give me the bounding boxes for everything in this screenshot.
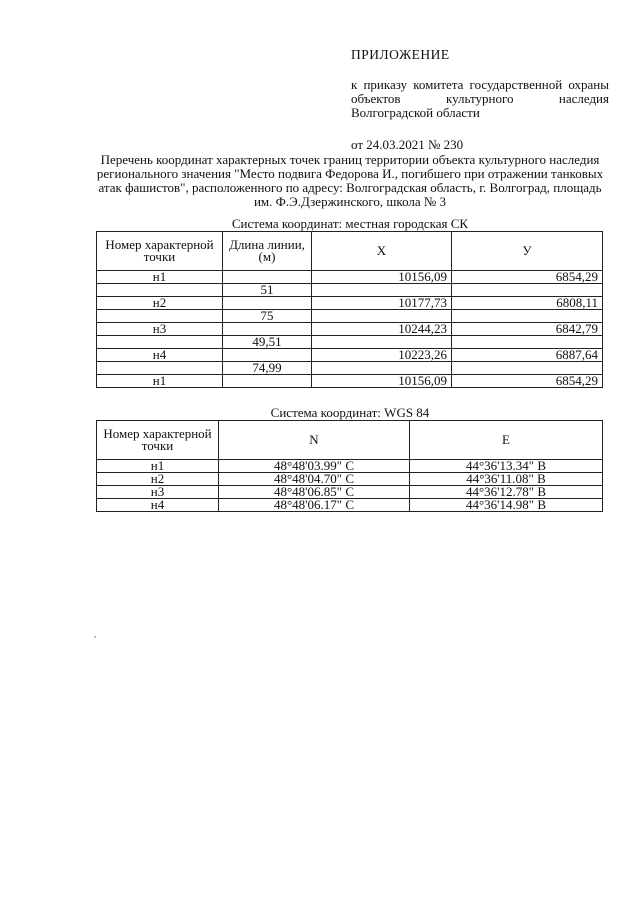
point-y: 6842,79	[452, 323, 603, 336]
table-row	[97, 349, 603, 362]
point-x: 10156,09	[312, 271, 452, 284]
point-longitude: 44°36'13.34" В	[410, 460, 603, 473]
table-header-row	[97, 232, 603, 271]
table-row	[97, 310, 603, 323]
table-header-row	[97, 421, 603, 460]
table-row	[97, 323, 603, 336]
point-latitude: 48°48'06.17" С	[219, 499, 410, 512]
point-name: н4	[97, 349, 223, 362]
point-name: н3	[97, 486, 219, 499]
header-point-number: Номер характерной точки	[97, 232, 223, 271]
point-x: 10244,23	[312, 323, 452, 336]
point-latitude: 48°48'06.85" С	[219, 486, 410, 499]
document-title: Перечень координат характерных точек границ территории объекта культурного наследия регионального значения "Место подвига Федорова И., погибшего при отражении танковых атак фашистов", расположенного по адресу: Волгоградская область, г. Волгоград, площадь им. Ф.Э.Дзержинского, школа № 3	[96, 152, 604, 209]
line-length: 49,51	[223, 336, 312, 349]
scan-speck	[94, 636, 96, 638]
point-y: 6854,29	[452, 271, 603, 284]
table2-caption: Система координат: WGS 84	[270, 405, 430, 420]
point-longitude: 44°36'12.78" В	[410, 486, 603, 499]
line-length: 74,99	[223, 362, 312, 375]
point-name: н4	[97, 499, 219, 512]
point-latitude: 48°48'03.99" С	[219, 460, 410, 473]
point-y: 6854,29	[452, 375, 603, 388]
point-name: н2	[97, 473, 219, 486]
point-name: н1	[97, 460, 219, 473]
table-row	[97, 297, 603, 310]
point-x: 10177,73	[312, 297, 452, 310]
table-row	[97, 375, 603, 388]
wgs84-coordinates-table	[96, 420, 603, 512]
local-coordinates-table	[96, 231, 603, 388]
table-row	[97, 499, 603, 512]
point-name: н1	[97, 375, 223, 388]
document-header	[351, 48, 609, 152]
table-row	[97, 284, 603, 297]
point-latitude: 48°48'04.70" С	[219, 473, 410, 486]
appendix-label: ПРИЛОЖЕНИЕ	[351, 47, 450, 62]
line-length: 75	[223, 310, 312, 323]
point-y: 6808,11	[452, 297, 603, 310]
table-row	[97, 336, 603, 349]
header-point-number: Номер характерной точки	[97, 421, 219, 460]
point-name: н1	[97, 271, 223, 284]
point-name: н3	[97, 323, 223, 336]
point-y: 6887,64	[452, 349, 603, 362]
header-y: У	[452, 232, 603, 271]
point-longitude: 44°36'11.08" В	[410, 473, 603, 486]
point-x: 10156,09	[312, 375, 452, 388]
order-date: от 24.03.2021 № 230	[351, 137, 464, 152]
table-row	[97, 271, 603, 284]
table1-caption: Система координат: местная городская СК	[231, 216, 469, 231]
point-longitude: 44°36'14.98" В	[410, 499, 603, 512]
header-e: E	[410, 421, 603, 460]
table-row	[97, 362, 603, 375]
point-name: н2	[97, 297, 223, 310]
point-x: 10223,26	[312, 349, 452, 362]
line-length: 51	[223, 284, 312, 297]
header-n: N	[219, 421, 410, 460]
header-line-length: Длина линии, (м)	[223, 232, 312, 271]
header-x: X	[312, 232, 452, 271]
order-reference: к приказу комитета государственной охраны объектов культурного наследия Волгоградской области	[351, 77, 609, 120]
